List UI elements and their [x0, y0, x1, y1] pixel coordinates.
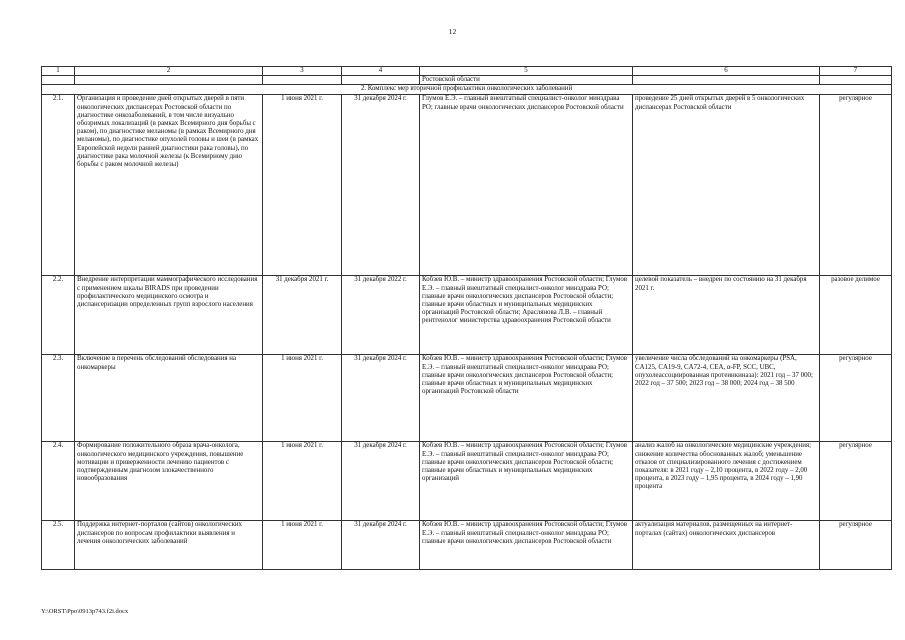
measure-cell: Поддержка интернет-порталов (сайтов) онкологических диспансеров по вопросам профилактики выявления и лечения онкологических заболеваний: [75, 521, 263, 570]
row-number: 2.1.: [42, 95, 75, 276]
start-date-cell: 1 июня 2021 г.: [263, 442, 342, 521]
responsible-cell: Кобзев Ю.В. – министр здравоохранения Ростовской области; Глумов Е.Э. – главный внештатный специалист-онколог минздрава РО; главные врачи онкологических диспансеров Ростовской области; главные врачи областных и муниципальных медицинских организаций Ростовской области: [420, 355, 633, 442]
responsible-cell: Кобзев Ю.В. – министр здравоохранения Ростовской области; Глумов Е.Э. – главный внештатный специалист-онколог минздрава РО; главные врачи онкологических диспансеров Ростовской области: [420, 521, 633, 570]
start-date-cell: 1 июня 2021 г.: [263, 95, 342, 276]
continued-cell: Ростовской области: [420, 76, 633, 85]
row-number: 2.2.: [42, 276, 75, 355]
section-title: 2. Комплекс мер вторичной профилактики онкологических заболеваний: [42, 85, 892, 95]
table-row: [42, 276, 892, 355]
start-date-cell: 1 июня 2021 г.: [263, 521, 342, 570]
end-date-cell: 31 декабря 2022 г.: [342, 276, 420, 355]
start-date-cell: 1 июня 2021 г.: [263, 355, 342, 442]
table-row: [42, 95, 892, 276]
table-row: [42, 442, 892, 521]
start-date-cell: 31 декабря 2021 г.: [263, 276, 342, 355]
end-date-cell: 31 декабря 2024 г.: [342, 355, 420, 442]
responsible-cell: Кобзев Ю.В. – министр здравоохранения Ростовской области; Глумов Е.Э. – главный внештатный специалист-онколог минздрава РО; главные врачи онкологических диспансеров Ростовской области; главные врачи областных и муниципальных медицинских организаций Ростовской области; Араслянова Л.В. – главный рентгенолог министерства здравоохранения Ростовской области: [420, 276, 633, 355]
type-cell: регулярное: [820, 95, 892, 276]
column-number-3: 3: [263, 67, 342, 76]
result-cell: проведение 25 дней открытых дверей в 5 онкологических диспансерах Ростовской области: [633, 95, 820, 276]
end-date-cell: 31 декабря 2024 г.: [342, 442, 420, 521]
end-date-cell: 31 декабря 2024 г.: [342, 521, 420, 570]
row-number: 2.5.: [42, 521, 75, 570]
measure-cell: Организация и проведение дней открытых дверей в пяти онкологических диспансерах Ростовской области по диагностике онкозаболеваний, в том числе визуально обозримых локализаций (в рамках Всемирного дня борьбы с раком), по диагностике меланомы (в рамках Всемирного дня меланомы), по диагностике опухолей головы и шеи (в рамках Европейской недели ранней диагностики рака головы), по диагностике рака молочной железы (к Всемирному дню борьбы с раком молочной железы): [75, 95, 263, 276]
measure-cell: Внедрение интерпретации маммографического исследования с применением шкалы BIRADS при проведении профилактического медицинского осмотра и диспансеризации определенных групп взрослого населения: [75, 276, 263, 355]
table-header-row: [42, 67, 892, 76]
row-number: 2.4.: [42, 442, 75, 521]
result-cell: актуализация материалов, размещенных на интернет-порталах (сайтах) онкологических диспансеров: [633, 521, 820, 570]
responsible-cell: Кобзев Ю.В. – министр здравоохранения Ростовской области; Глумов Е.Э. – главный внештатный специалист-онколог минздрава РО; главные врачи онкологических диспансеров Ростовской области; главные врачи областных и муниципальных медицинских организаций: [420, 442, 633, 521]
continuation-row: [42, 76, 892, 85]
end-date-cell: 31 декабря 2024 г.: [342, 95, 420, 276]
column-number-1: 1: [42, 67, 75, 76]
type-cell: разовое делимое: [820, 276, 892, 355]
section-row: [42, 85, 892, 95]
table-row: [42, 521, 892, 570]
type-cell: регулярное: [820, 521, 892, 570]
column-number-4: 4: [342, 67, 420, 76]
type-cell: регулярное: [820, 355, 892, 442]
result-cell: целевой показатель – внедрен по состоянию на 31 декабря 2021 г.: [633, 276, 820, 355]
table-row: [42, 355, 892, 442]
measure-cell: Формирование положительного образа врача-онколога, онкологического медицинского учреждения, повышение мотивации и приверженности лечению пациентов с подтвержденным диагнозом злокачественного новообразования: [75, 442, 263, 521]
result-cell: увеличение числа обследований на онкомаркеры (PSA, CA125, CA19-9, CA72-4, CEA, α-FP, SCC, UBC, опухолеассоциированная протеинкиназа): 2021 год – 37 000; 2022 год – 37 500; 2023 год – 38 000; 2024 год – 38 500: [633, 355, 820, 442]
column-number-2: 2: [75, 67, 263, 76]
result-cell: анализ жалоб на онкологические медицинские учреждения; снижение количества обоснованных жалоб; уменьшение отказов от специализированного лечения с достижением показателя: в 2021 году – 2,10 процента, в 2022 году – 2,00 процента, в 2023 году – 1,95 процента, в 2024 году – 1,90 процента: [633, 442, 820, 521]
footer-file-path: Y:\ORST\Ppo\0913p743.f2i.docx: [41, 608, 129, 615]
measure-cell: Включение в перечень обследований обследования на онкомаркеры: [75, 355, 263, 442]
page-number: 12: [448, 27, 457, 36]
measures-table: [41, 66, 892, 570]
column-number-6: 6: [633, 67, 820, 76]
responsible-cell: Глумов Е.Э. – главный внештатный специалист-онколог минздрава РО; главные врачи онкологических диспансеров Ростовской области: [420, 95, 633, 276]
type-cell: регулярное: [820, 442, 892, 521]
column-number-5: 5: [420, 67, 633, 76]
column-number-7: 7: [820, 67, 892, 76]
row-number: 2.3.: [42, 355, 75, 442]
